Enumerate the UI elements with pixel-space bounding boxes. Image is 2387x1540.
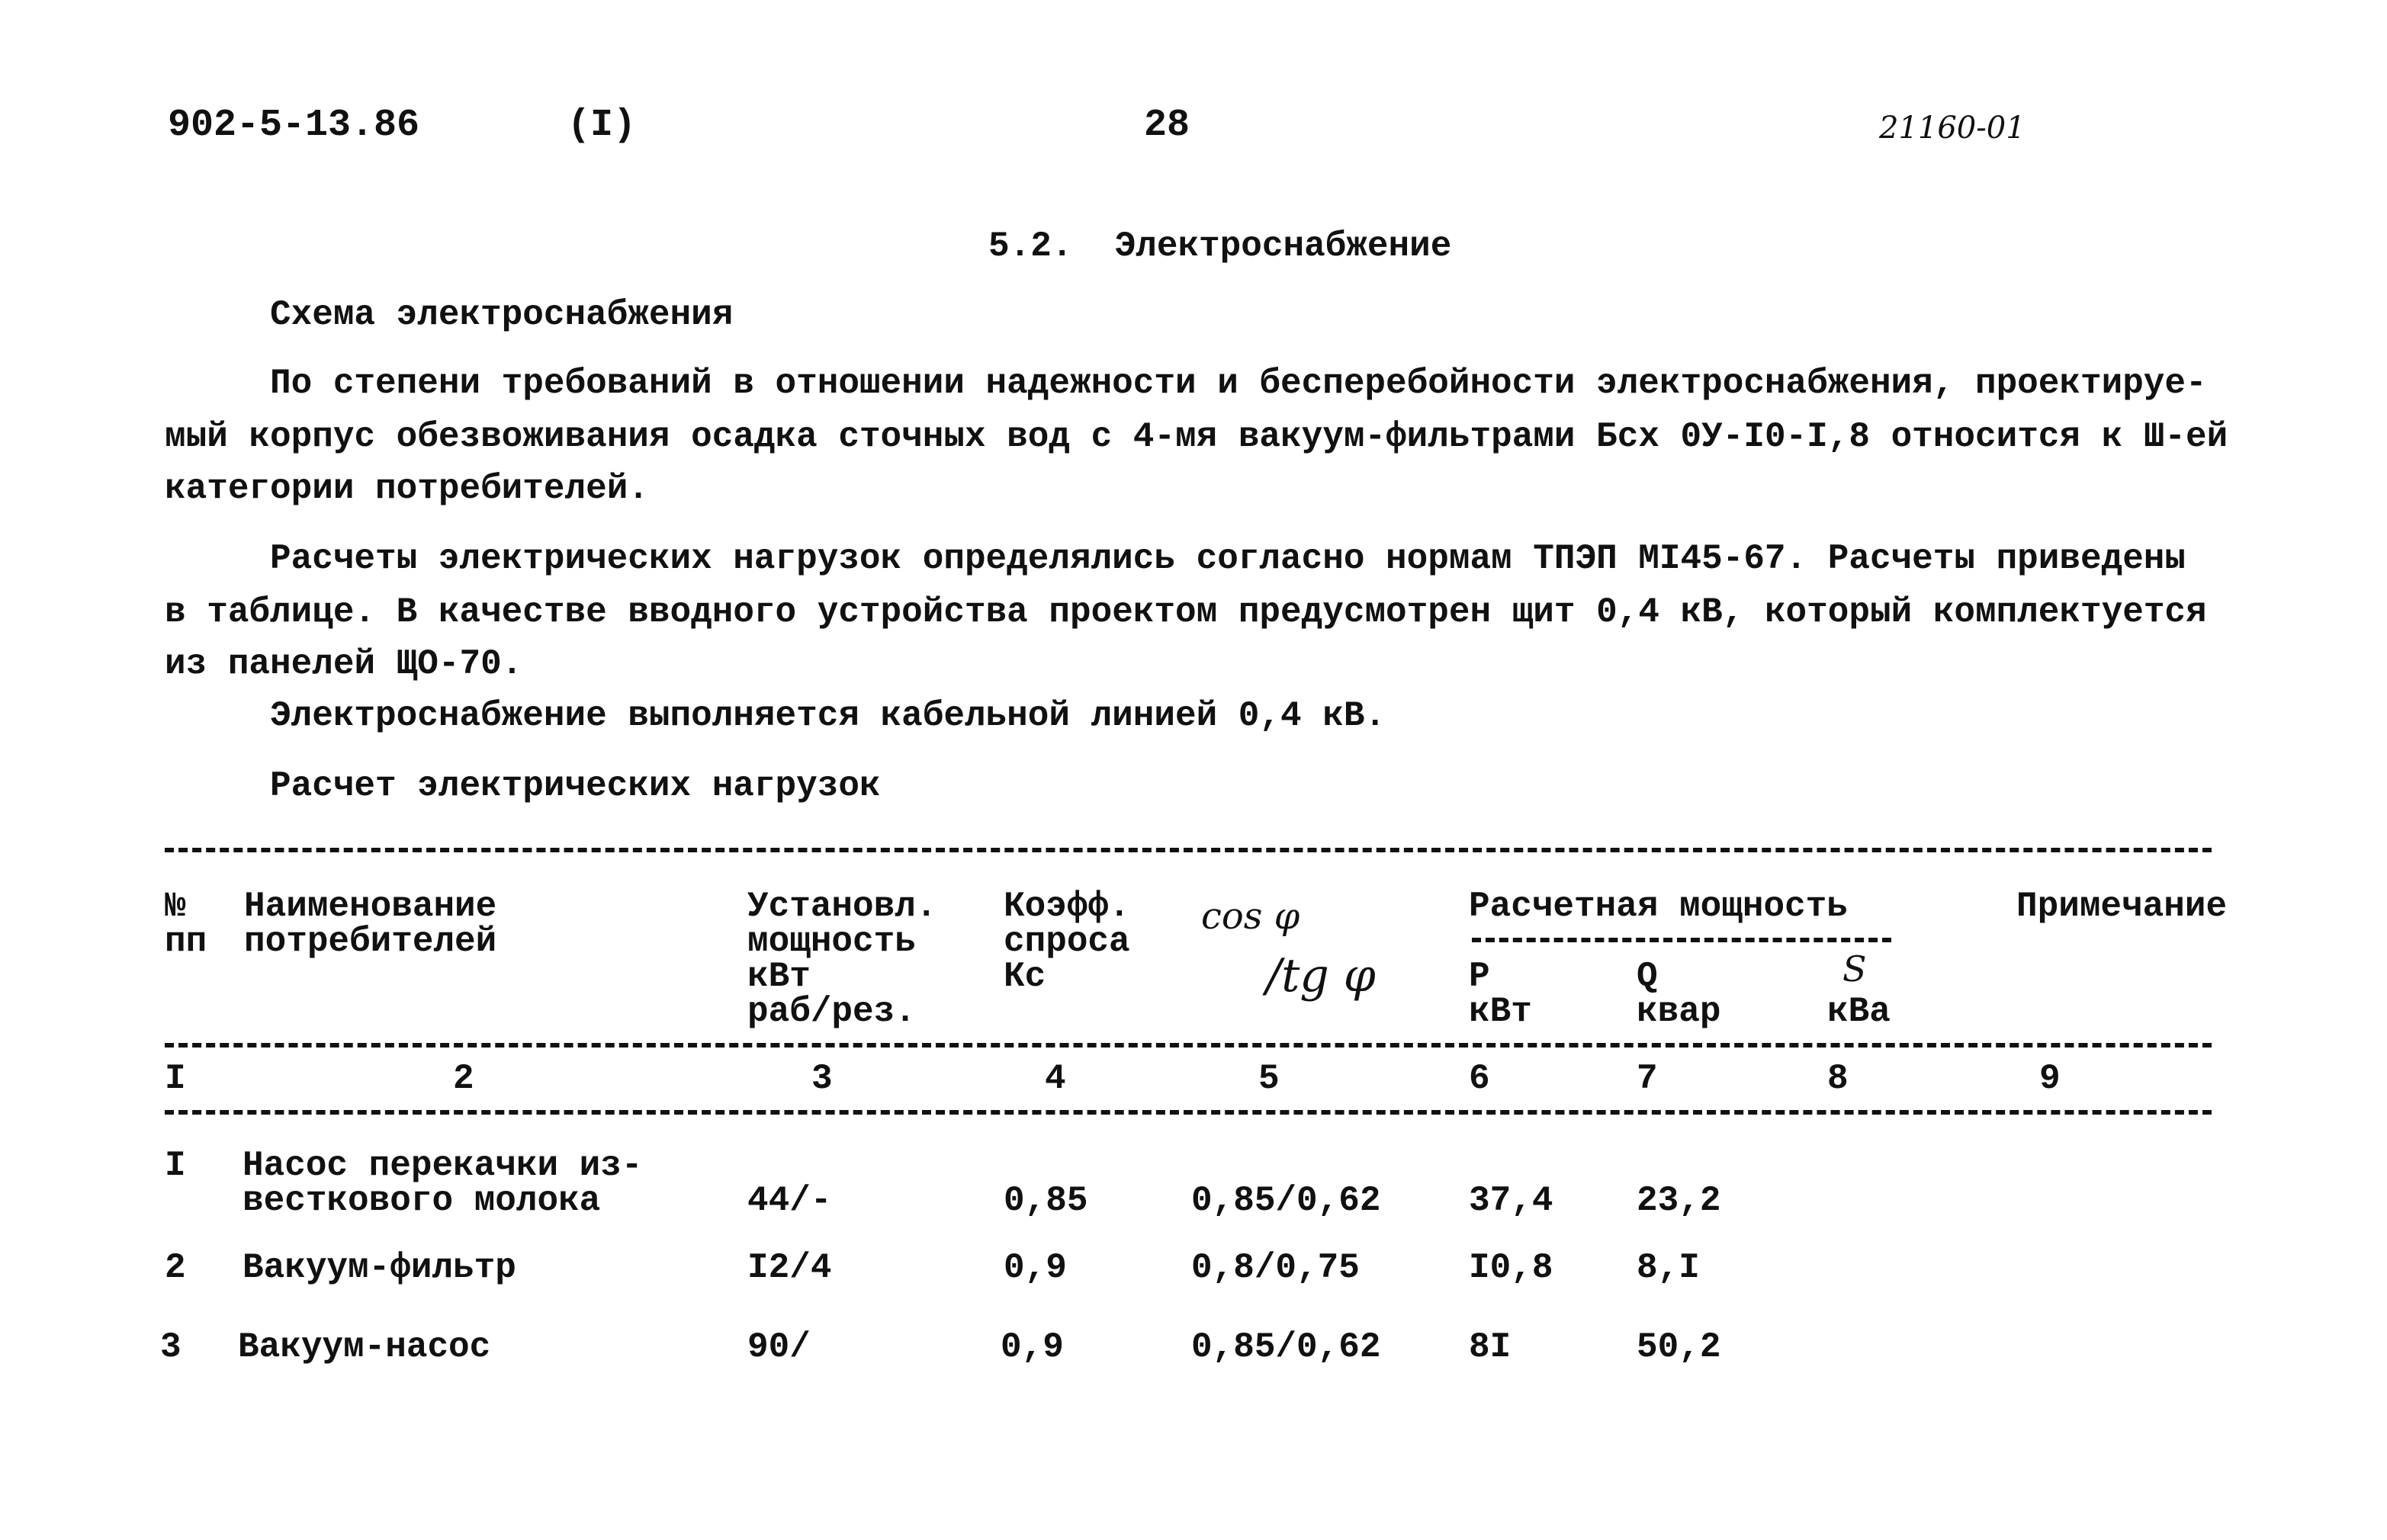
header-coef: спроса (1004, 922, 1130, 961)
header-calc-power: Расчетная мощность (1469, 887, 1848, 926)
column-number: 9 (2039, 1059, 2061, 1099)
header-num: пп (165, 922, 207, 961)
header-name: Наименование (244, 887, 497, 926)
row-installed: 44/- (747, 1181, 832, 1221)
issue-number: (I) (567, 104, 637, 147)
paragraph-line: Электроснабжение выполняется кабельной линией 0,4 кВ. (270, 696, 1386, 736)
row-cos-tg: 0,8/0,75 (1191, 1248, 1360, 1288)
column-number: 6 (1469, 1059, 1490, 1099)
row-kc: 0,9 (1001, 1327, 1064, 1367)
table-title: Расчет электрических нагрузок (270, 766, 881, 806)
row-kc: 0,85 (1004, 1181, 1088, 1221)
table-rule (165, 1110, 2212, 1115)
row-p: 37,4 (1469, 1181, 1553, 1221)
header-q: квар (1637, 992, 1721, 1031)
row-name: Вакуум-фильтр (243, 1248, 516, 1288)
subtitle: Схема электроснабжения (270, 295, 734, 335)
paragraph-line: из панелей ЩО-70. (165, 644, 523, 684)
row-installed: 90/ (747, 1327, 811, 1367)
row-kc: 0,9 (1004, 1248, 1067, 1288)
paragraph-line: Расчеты электрических нагрузок определялись согласно нормам ТПЭП МI45-67. Расчеты приведены (270, 539, 2186, 579)
header-s: кВа (1827, 992, 1891, 1031)
page-number: 28 (1144, 104, 1190, 147)
row-name: Насос перекачки из- (243, 1146, 643, 1185)
table-rule (165, 1043, 2212, 1048)
row-num: 3 (160, 1327, 182, 1367)
header-p: кВт (1469, 992, 1532, 1031)
header-tg: /tg φ (1266, 949, 1376, 1003)
header-installed: мощность (747, 922, 916, 961)
section-title: 5.2. Электроснабжение (988, 226, 1452, 266)
row-num: I (165, 1146, 186, 1185)
header-note: Примечание (2016, 887, 2228, 926)
header-cos: cos φ (1201, 895, 1300, 938)
header-name: потребителей (244, 922, 497, 961)
inventory-number: 21160-01 (1879, 111, 2026, 146)
row-installed: I2/4 (747, 1248, 832, 1288)
row-cos-tg: 0,85/0,62 (1191, 1181, 1381, 1221)
document-code: 902-5-13.86 (168, 104, 420, 147)
header-coef: Кс (1004, 957, 1046, 996)
paragraph-line: мый корпус обезвоживания осадка сточных вод с 4-мя вакуум-фильтрами Бсх 0У-I0-I,8 относится к Ш-ей (165, 417, 2228, 457)
header-coef: Коэфф. (1004, 887, 1130, 926)
header-installed: Установл. (747, 887, 937, 926)
table-rule (1472, 938, 1891, 942)
header-num: № (165, 887, 186, 926)
header-installed: раб/рез. (747, 992, 916, 1031)
column-number: 4 (1045, 1059, 1066, 1099)
column-number: 2 (453, 1059, 474, 1099)
header-p: P (1469, 957, 1490, 996)
column-number: 8 (1827, 1059, 1849, 1099)
header-installed: кВт (747, 957, 811, 996)
row-p: 8I (1469, 1327, 1512, 1367)
row-q: 50,2 (1637, 1327, 1721, 1367)
paragraph-line: По степени требований в отношении надежности и бесперебойности электроснабжения, проектируе- (270, 364, 2207, 403)
column-number: I (165, 1059, 186, 1099)
paragraph-line: категории потребителей. (165, 469, 649, 509)
row-name: весткового молока (243, 1181, 601, 1221)
row-name: Вакуум-насос (238, 1327, 491, 1367)
row-q: 23,2 (1637, 1181, 1721, 1221)
header-s: S (1842, 948, 1867, 990)
row-num: 2 (165, 1248, 186, 1288)
row-p: I0,8 (1469, 1248, 1553, 1288)
column-number: 5 (1258, 1059, 1280, 1099)
paragraph-line: в таблице. В качестве вводного устройства проектом предусмотрен щит 0,4 кВ, который комплектуется (165, 592, 2207, 632)
row-cos-tg: 0,85/0,62 (1191, 1327, 1381, 1367)
header-q: Q (1637, 957, 1658, 996)
table-rule (165, 848, 2212, 852)
column-number: 7 (1637, 1059, 1658, 1099)
column-number: 3 (811, 1059, 833, 1099)
row-q: 8,I (1637, 1248, 1700, 1288)
